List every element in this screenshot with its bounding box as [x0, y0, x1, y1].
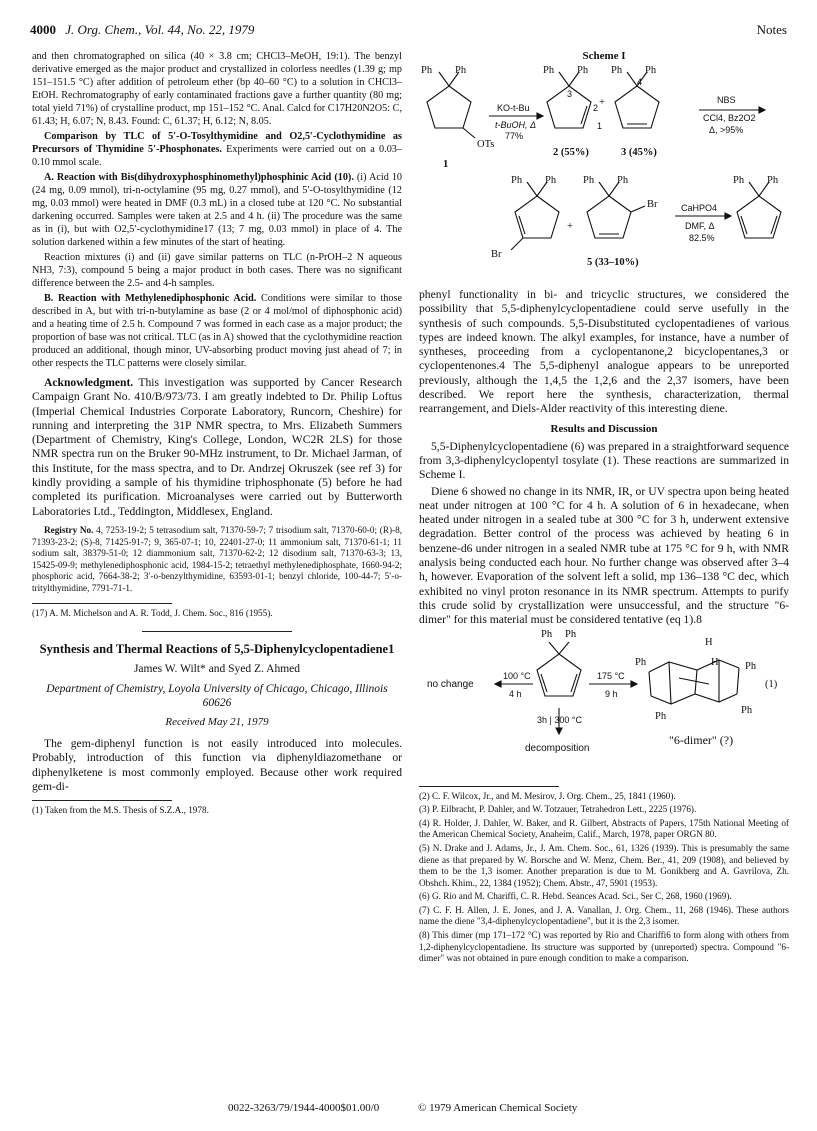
ph-label: Ph: [617, 175, 629, 186]
reaction-a-text: (i) Acid 10 (24 mg, 0.09 mmol), tri-n-octylamine (95 mg, 0.27 mmol), and 5′-O-tosylthymidine (12 mg, 0.03 mmol) were heated in DMF (0.3 mL) in a closed tube at 120 °C. No substantial darkening occurred. Samples were taken at 2.5 and 4 h. (ii) The procedure was the same as in (i), but with O2,5′-cyclothymidine17 (13; 7 mg, 0.03 mmol) in place of 4. The solution darkened within a few minutes of the start of heating.: [32, 172, 402, 248]
ph-bond-2: [559, 642, 569, 654]
reference-list: [419, 791, 789, 965]
temp-175: 175 °C: [597, 670, 625, 681]
copyright-notice: © 1979 American Chemical Society: [418, 1102, 578, 1114]
yield-82: 82.5%: [689, 233, 715, 243]
br-label: Br: [491, 249, 502, 260]
page-header: [30, 22, 787, 40]
time-4h: 4 h: [509, 688, 522, 699]
footnote-rule-right: [419, 786, 559, 787]
reaction-b-heading: B. Reaction with Methylenediphosphonic Acid.: [44, 293, 257, 304]
no-change-label: no change: [427, 678, 474, 690]
article-affiliation: Department of Chemistry, Loyola University of Chicago, Chicago, Illinois 60626: [46, 683, 388, 710]
experimental-paragraph: and then chromatographed on silica (40 × 3.8 cm; CHCl3–MeOH, 19:1). The benzyl derivative emerged as the major product and crystallized in colorless needles (1.39 g; mp 151–151.5 °C) after addition of petroleum ether (bp 40–60 °C) to a solution in CHCl3–EtOH. Rechromatography of early contaminated fractions gave a further quantity (80 mg; total yield 71%) of crystalline product, mp 151–152 °C. Anal. Calcd for C17H20N2O5: C, 61.43; H, 6.07; N, 8.43. Found: C, 61.37; H, 6.12; N, 8.05.: [32, 51, 402, 127]
locant-1: 1: [597, 121, 603, 131]
reference-6: (6) G. Rio and M. Chariffi, C. R. Hebd. Seances Acad. Sci., Ser C, 268, 1960 (1969).: [419, 891, 732, 902]
right-column: [419, 50, 789, 967]
time-9h: 9 h: [605, 688, 618, 699]
results-heading: Results and Discussion: [550, 422, 658, 435]
locant-2: 2: [593, 103, 599, 113]
reaction-b-text: Conditions were similar to those described in A, but with tri-n-butylamine as base (2 or 4 mol/mol of diphosphonic acid) and a heating time of 2.5 h. Compound 7 was formed in each case as a major product; the proportion of base was not critical. TLC (as in A) showed that the cyclothymidine reaction produced an additional, though minor, UV-absorbing product moving just ahead of 7; in other respects the TLC patterns were closely similar.: [32, 293, 402, 369]
article-title: Synthesis and Thermal Reactions of 5,5-Diphenylcyclopentadiene1: [39, 642, 395, 657]
ph-label: Ph: [635, 656, 647, 668]
reagent-cahpo4: CaHPO4: [681, 203, 718, 213]
footnote-1: (1) Taken from the M.S. Thesis of S.Z.A., 1978.: [32, 805, 209, 816]
registry-heading: Registry No.: [44, 524, 94, 535]
journal-citation: J. Org. Chem., Vol. 44, No. 22, 1979: [65, 22, 255, 37]
reagent-heat: Δ, >95%: [709, 125, 744, 135]
ph-label: Ph: [545, 175, 557, 186]
diene-6-double-bond-1: [741, 216, 747, 234]
arrow-right-head: [631, 681, 637, 687]
reference-8: (8) This dimer (mp 171–172 °C) was reported by Rio and Chariffi6 to form along with others from 1,2-diphenylcyclopentadiene. Its structure was supported by (unreported) spectra. Compound "6-dimer" was not obtained in pure enough condition to make a comparison.: [419, 930, 789, 964]
h-label: H: [711, 656, 719, 668]
article-authors: James W. Wilt* and Syed Z. Ahmed: [133, 663, 301, 676]
locant-3: 3: [567, 89, 573, 99]
ph-label: Ph: [611, 65, 623, 76]
ph-label: Ph: [645, 65, 657, 76]
scheme-title: Scheme I: [582, 50, 626, 62]
arrow-elimination-head: [725, 213, 731, 219]
footnote-17: (17) A. M. Michelson and A. R. Todd, J. Chem. Soc., 816 (1955).: [32, 607, 273, 618]
yield-77: 77%: [505, 131, 524, 141]
ph-label: Ph: [565, 628, 577, 640]
compound-1-label: 1: [443, 159, 449, 170]
ph-label: Ph: [511, 175, 523, 186]
plus-sign: +: [567, 221, 573, 232]
diene-6-ring: [537, 654, 581, 696]
ph-label: Ph: [741, 704, 753, 716]
header-left: [30, 22, 254, 38]
diene-6-ph-bond-1: [749, 182, 759, 196]
bromide-a-br-bond: [511, 238, 523, 250]
arrow-nbs-head: [759, 107, 765, 113]
equation-drawing: [419, 632, 789, 780]
acknowledgment-paragraph: [32, 376, 402, 519]
reaction-a-paragraph-2: Reaction mixtures (i) and (ii) gave similar patterns on TLC (n-PrOH–2 N aqueous NH3, 7:3), compound 5 being a major product in both cases. There was no significant difference between the 2.5- and 4-h samples.: [32, 252, 402, 289]
arrow-1-head: [537, 113, 543, 119]
ph-label: Ph: [541, 628, 553, 640]
bromide-a-double-bond: [519, 216, 525, 234]
footnote-rule: [32, 603, 172, 604]
dimer-bond-6: [679, 678, 709, 684]
dimer-bond-1: [669, 662, 671, 704]
footnote-rule-2: [32, 800, 172, 801]
ph-label: Ph: [583, 175, 595, 186]
article-separator: [142, 631, 292, 632]
reagent-kotbu: KO-t-Bu: [497, 103, 530, 113]
diene-2-double-bond: [581, 106, 587, 124]
dimer-bond-top: [649, 660, 739, 672]
bromide-5-br-bond: [631, 206, 645, 212]
reaction-b-paragraph: [32, 292, 402, 370]
article-code: 0022-3263/79/1944-4000$01.00/0: [228, 1102, 380, 1114]
bromide-ring-a: [515, 196, 559, 238]
comparison-text: Experiments were carried out on a 0.03–0.10 mmol scale.: [32, 144, 402, 168]
equation-1: [419, 628, 789, 780]
h-label: H: [705, 636, 713, 648]
ots-label: OTs: [477, 139, 495, 150]
bromide-a-ph-bond-1: [527, 182, 537, 196]
reference-3: (3) P. Eilbracht, P. Dahler, and W. Totzauer, Tetrahedron Lett., 2225 (1976).: [419, 804, 697, 815]
ph-label: Ph: [455, 65, 467, 76]
ph-label: Ph: [745, 660, 757, 672]
ots-bond: [463, 128, 475, 138]
comparison-paragraph: [32, 130, 402, 169]
diene-3-ring: [615, 86, 659, 128]
reaction-a-heading: A. Reaction with Bis(dihydroxyphosphinomethyl)phosphinic Acid (10).: [44, 172, 354, 183]
registry-paragraph: [32, 525, 402, 595]
dimer-bond-4: [649, 672, 651, 696]
dimer-bond-bottom: [651, 694, 737, 704]
ph-label: Ph: [655, 710, 667, 722]
compound-3-label: 3 (45%): [621, 147, 657, 158]
reference-7: (7) C. F. H. Allen, J. E. Jones, and J. A. Vanallan, J. Org. Chem., 11, 268 (1946). These authors name the diene "3,4-diphenylcyclopentadiene", but it is the 2,3 isomer.: [419, 904, 789, 927]
left-column: [32, 50, 402, 819]
bromide-5-ph-bond-1: [599, 182, 609, 196]
intro-paragraph: The gem-diphenyl function is not easily introduced into molecules. Probably, introduction of this function via diphenyldiazomethane or diphenylketene is most commonly employed. Because other work required gem-di-: [32, 737, 402, 794]
ph-label: Ph: [543, 65, 555, 76]
reaction-a-paragraph: [32, 171, 402, 249]
bromide-5-ring: [587, 196, 631, 238]
phenyl-bond-1: [439, 72, 449, 86]
received-date: Received May 21, 1979: [165, 716, 269, 729]
dimer-bond-5: [737, 668, 739, 694]
diene-6-double-bond-2: [771, 216, 777, 234]
comparison-heading: Comparison by TLC of 5′-O-Tosylthymidine and O2,5′-Cyclothymidine as Precursors of Thymidine 5′-Phosphonates.: [32, 131, 402, 155]
double-bond-1: [541, 674, 547, 692]
results-paragraph-1: 5,5-Diphenylcyclopentadiene (6) was prepared in a straightforward sequence from 3,3-diphenylcyclopentyl tosylate (1). These reactions are summarized in Scheme I.: [419, 439, 789, 482]
reagent-ccl4: CCl4, Bz2O2: [703, 113, 756, 123]
compound-5-label: 5 (33–10%): [587, 257, 639, 268]
intro-continuation: phenyl functionality in bi- and tricyclic structures, we considered the possibility that 5,5-diphenylcyclopentadiene could serve usefully in the synthesis of such compounds. 5,5-Disubstituted cyclopentadienes of various types are indeed known. The alkyl examples, for instance, have a number of syntheses, proceeding from a cyclopentanone,2 bicyclopentanes,3 or cyclopentenones.4 The 5,5-diphenyl analogue appears to be unreported previously, although the 1,4,5 the 1,2,6 and the 2,37 isomers, have been described. We report here the synthesis, characterization, thermal rearrangement, and Diels-Alder reactivity of this interesting diene.: [419, 288, 789, 416]
acknowledgment-text: This investigation was supported by Cancer Research Campaign Grant No. 410/B/973/73. I am greatly indebted to Dr. Philip Loftus (Imperial Chemical Industries Corporate Laboratory, Runcorn, Cheshire) for running and interpreting the 31P NMR spectra, to Mrs. Elizabeth Summers (Department of Chemistry, King's College, London, WC2R 2LS) for those NMR spectra run on the Bruker 90-MHz instrument, to Dr. Michael Jarman, of this Institute, for the mass spectra, and to Dr. Andrzej Okruszek (see ref 3) for kindly providing a sample of his thymidine triphosphonate (5) before he had completed its purification. Microanalyses were carried out by Butterworth Laboratories Ltd., Teddington, Middlesex, England.: [32, 376, 402, 518]
double-bond-2: [571, 674, 577, 692]
br-label: Br: [647, 199, 658, 210]
cyclopentane-ring: [427, 86, 471, 128]
temp-300: 3h | 300 °C: [537, 714, 582, 725]
arrow-down-head: [556, 728, 562, 734]
decomposition-label: decomposition: [525, 742, 590, 754]
ph-label: Ph: [733, 175, 745, 186]
diene-2-ph-bond-1: [559, 72, 569, 86]
section-label: Notes: [756, 22, 787, 37]
reagent-tbuoh: t-BuOH, Δ: [495, 120, 537, 130]
reagent-nbs: NBS: [717, 95, 736, 105]
ph-label: Ph: [577, 65, 589, 76]
scheme-1: [419, 50, 789, 280]
reference-2: (2) C. F. Wilcox, Jr., and M. Mesirov, J. Org. Chem., 25, 1841 (1960).: [419, 790, 676, 801]
ph-bond-1: [549, 642, 559, 654]
arrow-left-head: [495, 681, 501, 687]
diene-3-ph-bond-1: [627, 72, 637, 86]
temp-100: 100 °C: [503, 670, 531, 681]
locant-4: 4: [637, 77, 643, 87]
ph-label: Ph: [767, 175, 779, 186]
acknowledgment-heading: Acknowledgment.: [44, 376, 134, 389]
equation-number: (1): [765, 678, 778, 690]
diene-6-ring: [737, 196, 781, 238]
page-number: 4000: [30, 22, 56, 37]
reference-4: (4) R. Holder, J. Dahler, W. Baker, and R. Gilbert, Abstracts of Papers, 175th National Meeting of the American Chemical Society, Anaheim, Calif., March, 1978, paper ORGN 80.: [419, 817, 789, 840]
compound-2-label: 2 (55%): [553, 147, 589, 158]
results-paragraph-2: Diene 6 showed no change in its NMR, IR, or UV spectra upon being heated neat under nitrogen at 100 °C for 4 h. A solution of 6 in hexadecane, when heated under nitrogen in a sealed tube at 300 °C for 3 h, underwent extensive degradation. Better control of the process was achieved by heating 6 in benzene-d6 under nitrogen in a sealed NMR tube at 175 °C for 9 h, with NMR analysis being conducted each hour. No further change was observed after 3–4 h, however. Evaporation of the solvent left a solid, mp 136–138 °C dec, which exhibited no vinyl proton resonance in its NMR spectrum. Attempts to purify this crude solid by crystallization were unsuccessful, and the structure "6-dimer" for this material must be considered tentative (eq 1).8: [419, 484, 789, 627]
reagent-dmf: DMF, Δ: [685, 221, 715, 231]
ph-label: Ph: [421, 65, 433, 76]
reference-5: (5) N. Drake and J. Adams, Jr., J. Am. Chem. Soc., 61, 1326 (1939). This is presumably the same diene as that prepared by W. Borsche and W. Menz, Chem. Ber., 41, 209 (1908), and believed by them to be the 1,3 isomer. Another preparation is due to M. Gonikberg and A. Gavrilova, Zh. Obshch. Khim., 22, 1384 (1952); Chem. Abstr., 47, 5901 (1953).: [419, 842, 789, 888]
registry-text: 4, 7253-19-2; 5 tetrasodium salt, 71370-59-7; 7 trisodium salt, 71370-60-0; (R)-8, 71393-23-2; (S)-8, 71425-91-7; 9, 365-07-1; 10, 22401-27-0; 11 ammonium salt, 71370-61-1; 11 sodium salt, 38379-51-0; 12 diammonium salt, 71370-62-2; 12 disodium salt, 71370-63-3; 13, 15425-09-9; methylenediphosphonic acid, 1984-15-2; tetraethyl methylenediphosphate, 1660-94-2; phosphoric acid, 7664-38-2; 3′-o-benzylthymidine, 63593-01-1; benzyl chloride, 100-44-7; 5′-o-tritylthymidine, 7791-71-1.: [32, 524, 402, 593]
plus-sign: +: [599, 97, 605, 108]
dimer-label: "6-dimer" (?): [669, 732, 734, 747]
